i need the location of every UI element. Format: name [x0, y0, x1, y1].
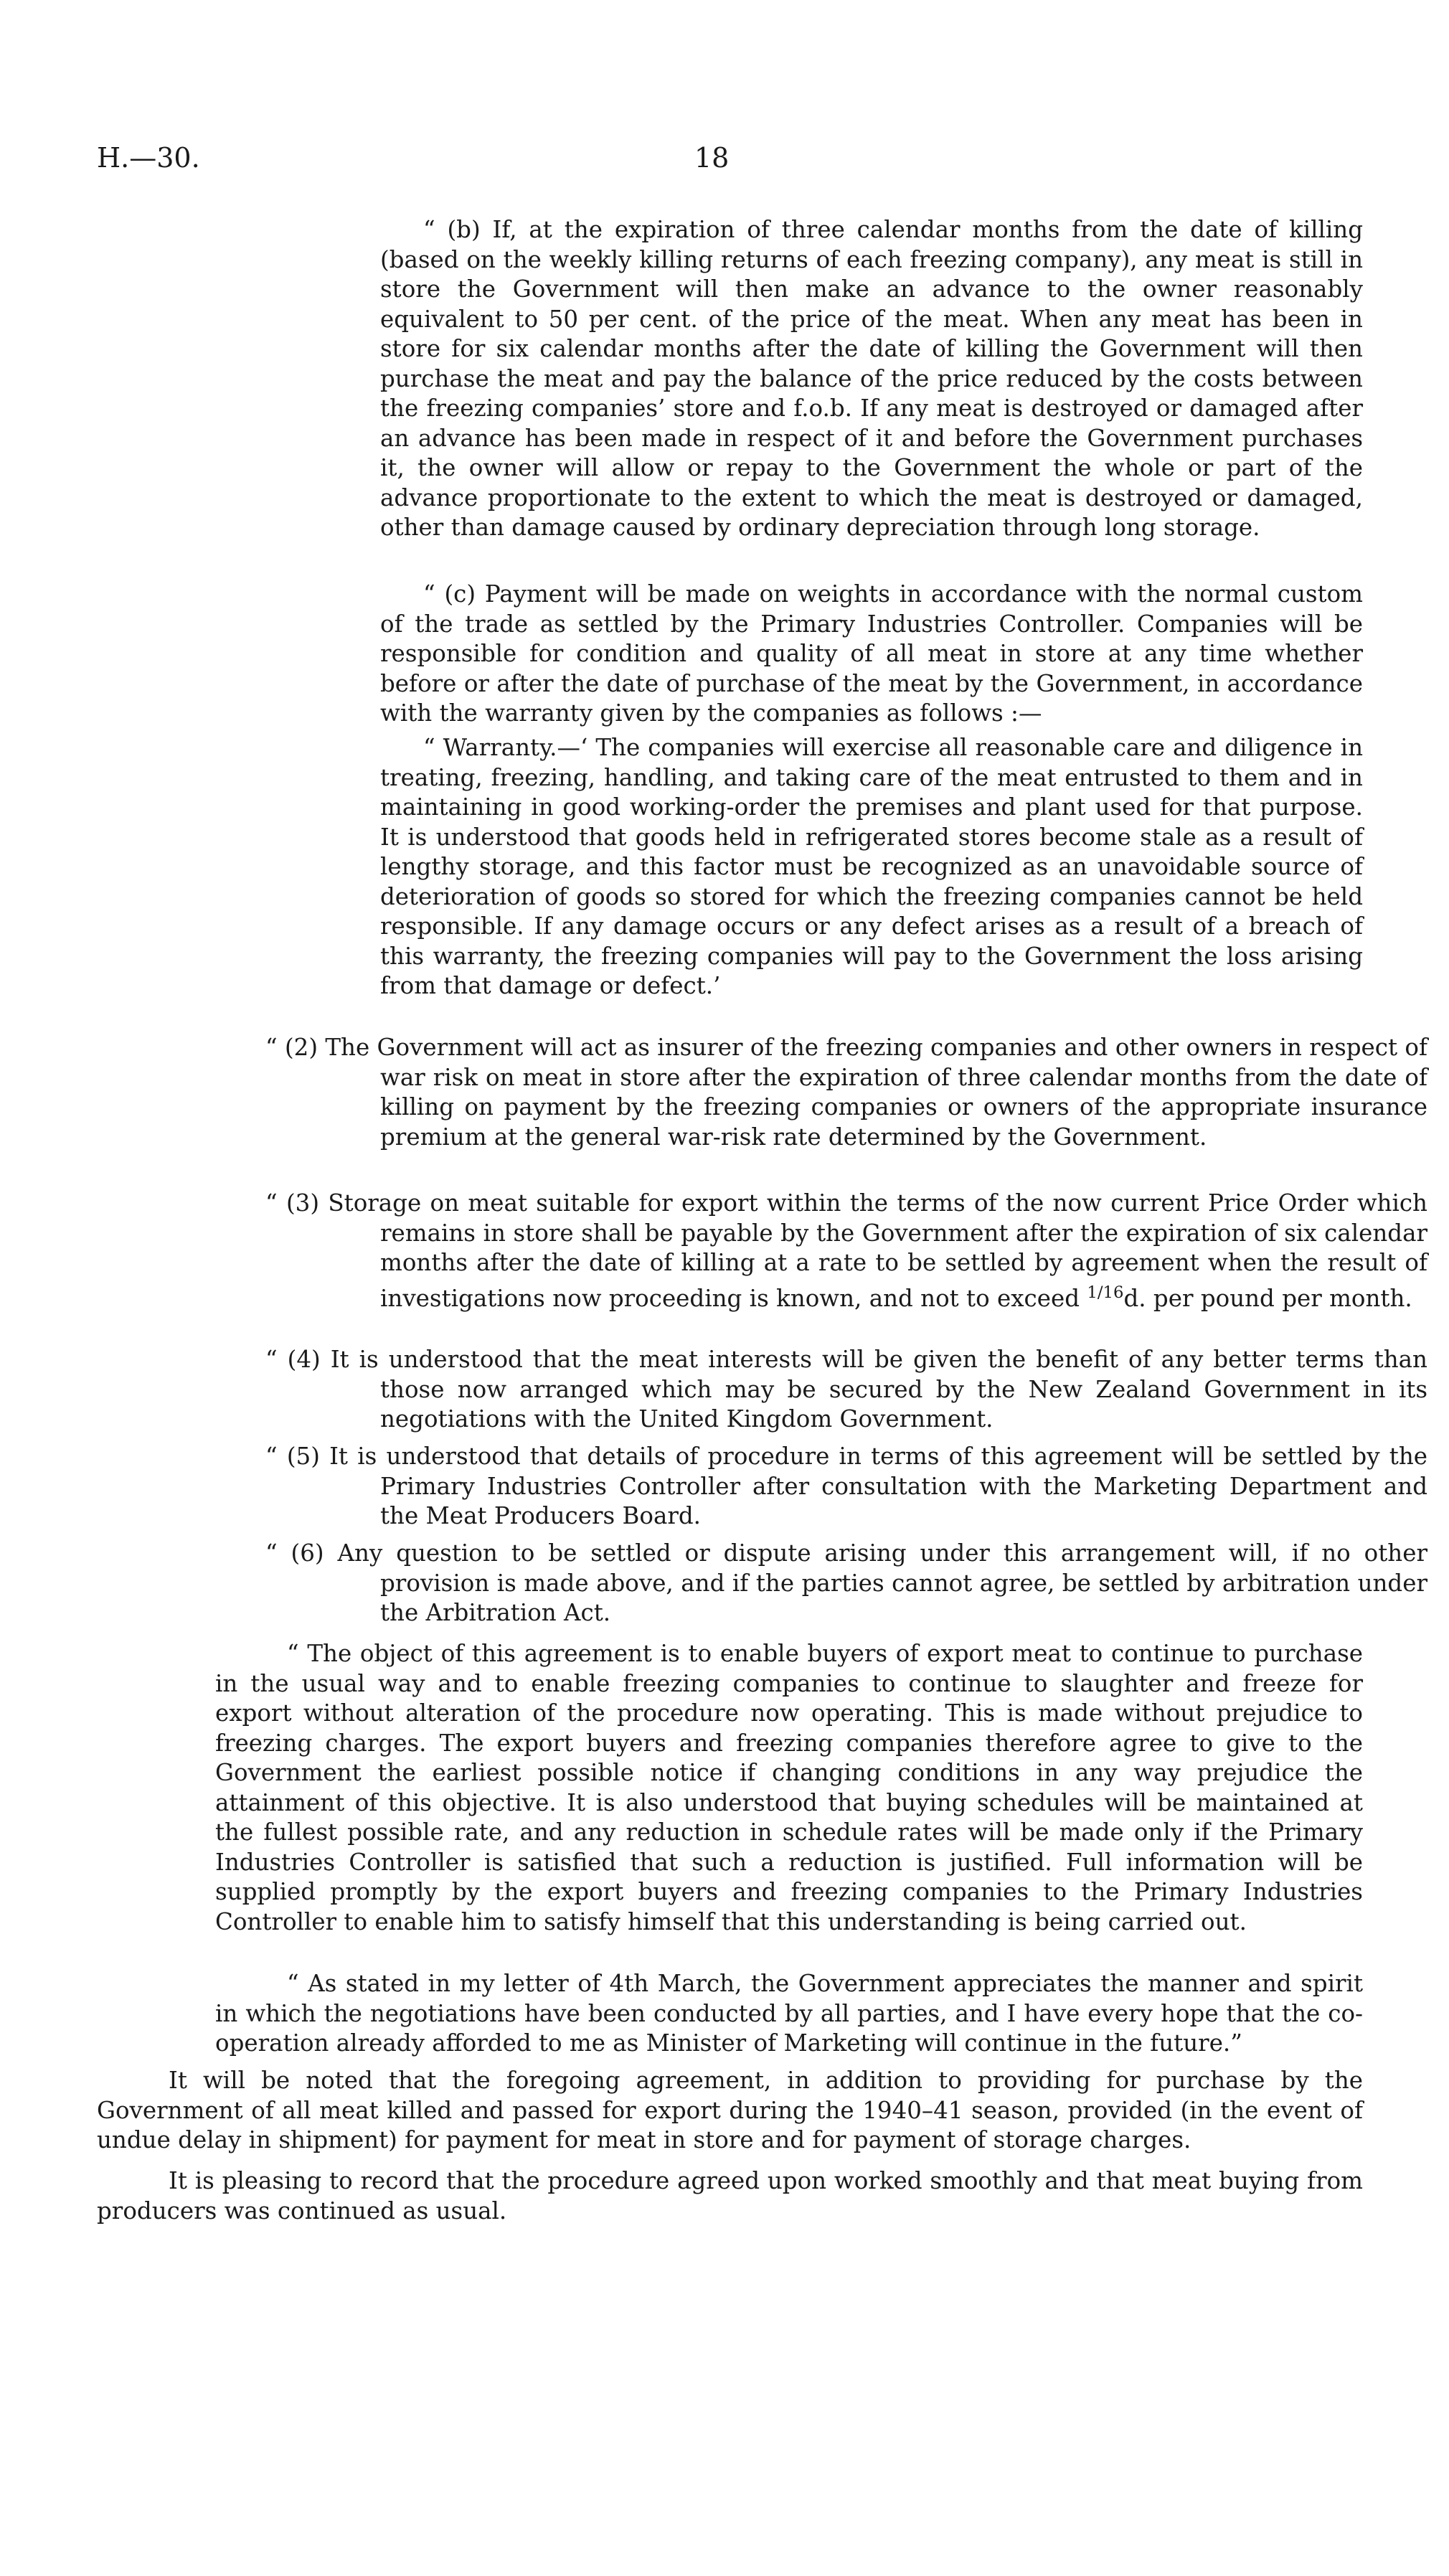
list-item-3-text-end: d. per pound per month. [1123, 1284, 1412, 1312]
list-item-3-text: “ (3) Storage on meat suitable for export within the terms of the now current Price Order which remains in store shall be payable by the Government after the expiration of six calendar months after the date of killing at a rate to be settled by agreement when the result of investigations now proceeding is known, and not to exceed [265, 1189, 1427, 1312]
fraction-one-sixteenth: 1/16 [1087, 1283, 1124, 1302]
list-item-5: “ (5) It is understood that details of procedure in terms of this agreement will be settled by the Primary Industries Controller after consultation with the Marketing Department and the Meat Producers Board. [265, 1443, 1427, 1529]
paragraph-noted: It will be noted that the foregoing agreement, in addition to providing for purchase by the Government of all meat killed and passed for export during the 1940–41 season, provided (in the event of undue delay in shipment) for payment for meat in store and for payment of storage charges. [97, 2067, 1363, 2153]
list-item-2: “ (2) The Government will act as insurer of the freezing companies and other owners in respect of war risk on meat in store after the expiration of three calendar months from the date of killing on payment by the freezing companies or owners of the appropriate insurance premium at the general war-risk rate determined by the Government. [265, 1034, 1427, 1151]
page-number: 18 [694, 142, 730, 174]
paragraph-c: “ (c) Payment will be made on weights in accordance with the normal custom of the trade as settled by the Primary Industries Controller. Companies will be responsible for condition and quality of all meat in store at any time whether before or after the date of purchase of the meat by the Government, in accordance with the warranty given by the companies as follows :— [380, 580, 1363, 727]
list-item-4: “ (4) It is understood that the meat interests will be given the benefit of any better terms than those now arranged which may be secured by the New Zealand Government in its negotiations with the United Kingdom Government. [265, 1346, 1427, 1433]
list-item-3 [265, 1189, 1427, 1313]
document-reference: H.—30. [97, 142, 200, 174]
list-item-6: “ (6) Any question to be settled or dispute arising under this arrangement will, if no other provision is made above, and if the parties cannot agree, be settled by arbitration under the Arbitration Act. [265, 1539, 1427, 1626]
paragraph-warranty: “ Warranty.—‘ The companies will exercise all reasonable care and diligence in treating, freezing, handling, and taking care of the meat entrusted to them and in maintaining in good working-order the premises and plant used for that purpose. It is understood that goods held in refrigerated stores become stale as a result of lengthy storage, and this factor must be recognized as an unavoidable source of deterioration of goods so stored for which the freezing companies cannot be held responsible. If any damage occurs or any defect arises as a result of a breach of this warranty, the freezing companies will pay to the Government the loss arising from that damage or defect.’ [380, 734, 1363, 999]
paragraph-object: “ The object of this agreement is to enable buyers of export meat to continue to purchase in the usual way and to enable freezing companies to continue to slaughter and freeze for export without alteration of the procedure now operating. This is made without prejudice to freezing charges. The export buyers and freezing companies therefore agree to give to the Government the earliest possible notice if changing conditions in any way prejudice the attainment of this objective. It is also understood that buying schedules will be maintained at the fullest possible rate, and any reduction in schedule rates will be made only if the Primary Industries Controller is satisfied that such a reduction is justified. Full information will be supplied promptly by the export buyers and freezing companies to the Primary Industries Controller to enable him to satisfy himself that this understanding is being carried out. [215, 1640, 1363, 1935]
paragraph-stated: “ As stated in my letter of 4th March, the Government appreciates the manner and spirit in which the negotiations have been conducted by all parties, and I have every hope that the co-operation already afforded to me as Minister of Marketing will continue in the future.” [215, 1970, 1363, 2057]
paragraph-pleasing: It is pleasing to record that the procedure agreed upon worked smoothly and that meat buying from producers was continued as usual. [97, 2167, 1363, 2224]
paragraph-b: “ (b) If, at the expiration of three calendar months from the date of killing (based on the weekly killing returns of each freezing company), any meat is still in store the Government will then make an advance to the owner reasonably equivalent to 50 per cent. of the price of the meat. When any meat has been in store for six calendar months after the date of killing the Government will then purchase the meat and pay the balance of the price reduced by the costs between the freezing companies’ store and f.o.b. If any meat is destroyed or damaged after an advance has been made in respect of it and before the Government purchases it, the owner will allow or repay to the Government the whole or part of the advance proportionate to the extent to which the meat is destroyed or damaged, other than damage caused by ordinary depreciation through long storage. [380, 216, 1363, 541]
page-header [0, 142, 1449, 185]
